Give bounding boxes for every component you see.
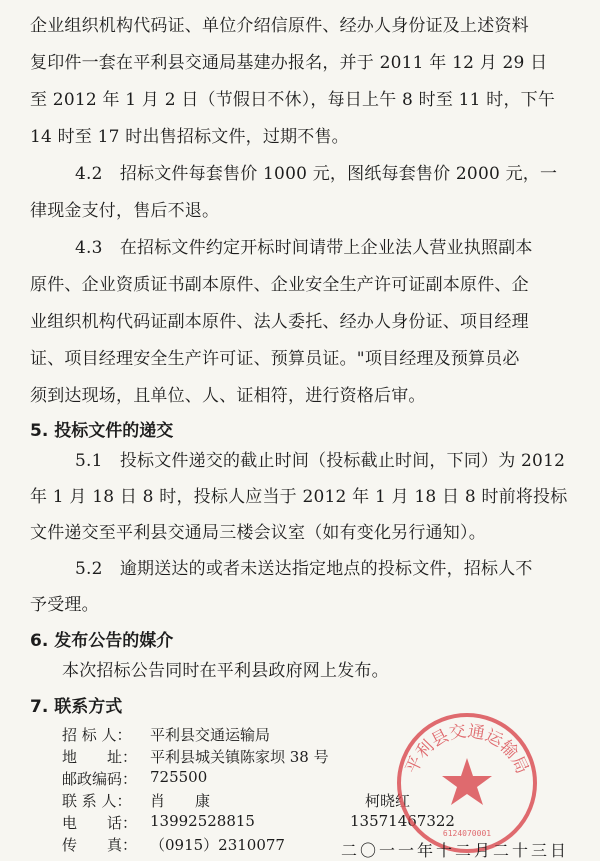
official-seal [392,708,542,858]
contact-person-2: 柯晓红 [365,792,411,810]
phone-value-2: 13571467322 [350,812,455,830]
text-line: 5.2 逾期送达的或者未送达指定地点的投标文件，招标人不 [75,559,533,579]
tenderer-value: 平利县交通运输局 [150,726,271,744]
text-line: 文件递交至平利县交通局三楼会议室（如有变化另行通知）。 [30,523,486,543]
phone-label: 电 话： [62,814,138,832]
text-line: 原件、企业资质证书副本原件、企业安全生产许可证副本原件、企 [30,275,529,295]
text-line: 本次招标公告同时在平利县政府网上发布。 [62,661,389,681]
contact-person-label: 联 系 人： [62,792,132,810]
text-line: 予受理。 [30,595,99,615]
tenderer-label: 招 标 人： [62,726,132,744]
seal-star-icon [442,758,492,805]
section-heading-7: 7. 联系方式 [30,697,123,717]
text-line: 律现金支付，售后不退。 [30,201,220,221]
section-heading-6: 6. 发布公告的媒介 [30,631,174,651]
postcode-value: 725500 [150,768,208,786]
text-line: 14 时至 17 时出售招标文件，过期不售。 [30,127,349,147]
text-line: 4.2 招标文件每套售价 1000 元，图纸每套售价 2000 元，一 [75,164,558,184]
text-line: 5.1 投标文件递交的截止时间（投标截止时间，下同）为 2012 [75,451,566,471]
postcode-label: 邮政编码： [62,770,138,788]
text-line: 须到达现场，且单位、人、证相符，进行资格后审。 [30,386,426,406]
seal-text: 平利县交通运输局 [401,721,533,777]
fax-label: 传 真： [62,836,138,854]
text-line: 4.3 在招标文件约定开标时间请带上企业法人营业执照副本 [75,238,533,258]
text-line: 业组织机构代码证副本原件、法人委托、经办人身份证、项目经理 [30,312,529,332]
seal-number: 6124070001 [442,829,492,838]
phone-value-1: 13992528815 [150,812,255,830]
address-value: 平利县城关镇陈家坝 38 号 [150,748,329,766]
issue-date: 二〇一一年十二月二十三日 [341,841,570,860]
text-line: 年 1 月 18 日 8 时，投标人应当于 2012 年 1 月 18 日 8 时前将投标 [30,487,568,507]
section-heading-5: 5. 投标文件的递交 [30,421,174,441]
fax-value: （0915）2310077 [150,836,285,854]
text-line: 企业组织机构代码证、单位介绍信原件、经办人身份证及上述资料 [30,16,529,36]
address-label: 地 址： [62,748,138,766]
contact-person-1: 肖 康 [150,792,211,810]
text-line: 复印件一套在平利县交通局基建办报名，并于 2011 年 12 月 29 日 [30,53,548,73]
text-line: 证、项目经理安全生产许可证、预算员证。"项目经理及预算员必 [30,349,520,369]
text-line: 至 2012 年 1 月 2 日（节假日不休），每日上午 8 时至 11 时，下午 [30,90,556,110]
